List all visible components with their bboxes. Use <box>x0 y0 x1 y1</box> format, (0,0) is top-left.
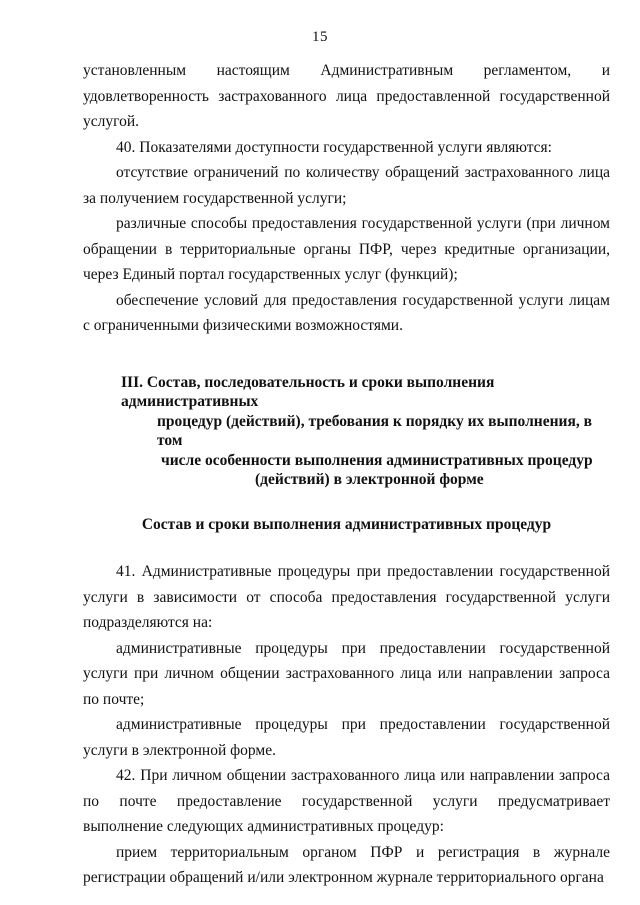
document-body <box>83 58 610 891</box>
paragraph-no-limits: отсутствие ограничений по количеству обращений застрахованного лица за получением государственной услуги; <box>83 164 610 207</box>
paragraph-reception: прием территориальным органом ПФР и регистрация в журнале регистрации обращений и/или электронном журнале территориального органа <box>83 843 610 886</box>
section-heading-line: (действий) в электронной форме <box>255 471 484 488</box>
section-heading-line: III. Состав, последовательность и сроки выполнения административных <box>121 373 495 410</box>
paragraph-41: 41. Административные процедуры при предоставлении государственной услуги в зависимости от способа предоставления государственной услуги подразделяются на: <box>83 563 610 631</box>
sub-heading: Состав и сроки выполнения административных процедур <box>141 515 552 533</box>
section-heading-line: числе особенности выполнения административных процедур <box>161 451 593 469</box>
paragraph-in-person: административные процедуры при предоставлении государственной услуги при личном общении застрахованного лица или направлении запроса по почте; <box>83 639 610 708</box>
paragraph-electronic: административные процедуры при предоставлении государственной услуги в электронной форме. <box>83 716 610 759</box>
paragraph-continuation-rest: удовлетворенность застрахованного лица предоставленной государственной услугой. <box>83 87 610 130</box>
section-heading-line: процедур (действий), требования к порядку их выполнения, в том <box>157 412 592 449</box>
spread-line: установленным настоящим Административным регламентом, и <box>83 62 610 79</box>
paragraph-42: 42. При личном общении застрахованного лица или направлении запроса по почте предоставление государственной услуги предусматривает выполнение следующих административных процедур: <box>83 767 610 835</box>
paragraph-accessibility: обеспечение условий для предоставления государственной услуги лицам с ограниченными физическими возможностями. <box>83 291 610 334</box>
paragraph-40: 40. Показателями доступности государственной услуги являются: <box>116 138 552 156</box>
paragraph-continuation <box>83 58 610 135</box>
paragraph-methods: различные способы предоставления государственной услуги (при личном обращении в территориальные органы ПФР, через кредитные организации, через Единый портал государственных услуг (функций); <box>83 215 610 283</box>
page-number: 15 <box>312 29 328 45</box>
section-heading-iii <box>83 373 610 490</box>
